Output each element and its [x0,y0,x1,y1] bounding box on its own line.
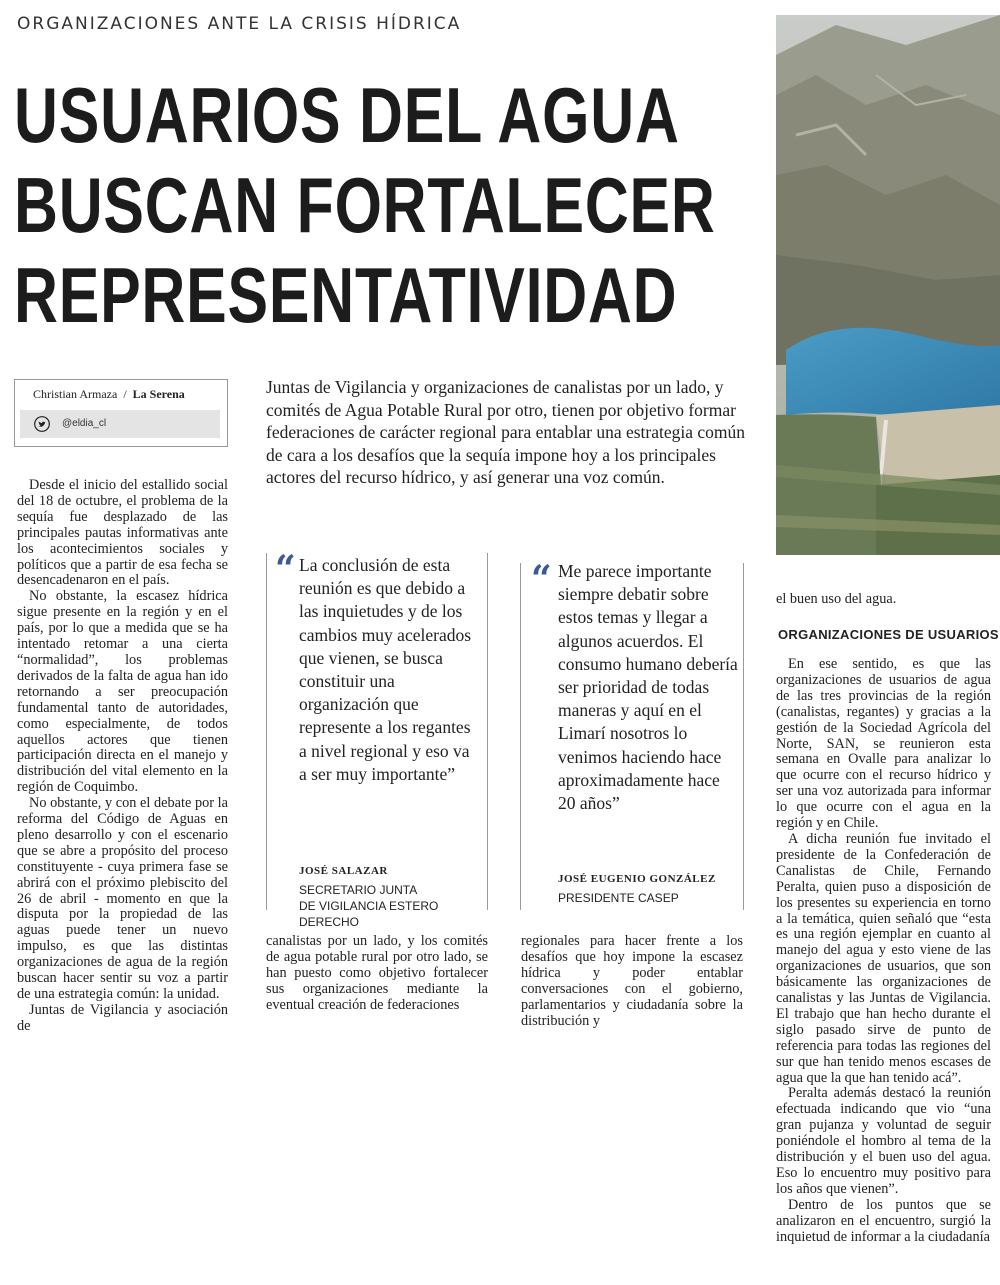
headline-line-2: BUSCAN FORTALECER [14,161,716,249]
quote-role-line: DE VIGILANCIA ESTERO DERECHO [299,899,439,929]
pull-quote-1 [266,548,488,929]
reservoir-photo [776,15,1000,555]
headline-line-1: USUARIOS DEL AGUA [14,71,680,159]
paragraph: No obstante, la escasez hídrica sigue presente en la región y en el país, por lo que a medida que se ha intentado retomar a una cierta “normalidad”, los problemas derivados de la falta de agua han ido retornando a ser preocupación fundamental tanto de autoridades, como especialmente, de todos aquellos actores que tienen participación directa en el manejo y distribución del vital elemento en la región de Coquimbo. [17,588,228,796]
quote-author-role [558,890,738,906]
quote-author-name: JOSÉ SALAZAR [299,865,388,877]
pull-quote-2 [520,558,744,910]
lead-paragraph: Juntas de Vigilancia y organizaciones de canalistas por un lado, y comités de Agua Potable Rural por otro, tienen por objetivo formar federaciones de carácter regional para entablar una estrategia común de cara a los desafíos que la sequía impone hoy a los principales actores del recurso hídrico, y así generar una voz común. [266,377,746,487]
body-column-4-top: el buen uso del agua. [776,591,897,607]
body-column-2: canalistas por un lado, y los comités de agua potable rural por otro lado, se han puesto como objetivo fortalecer sus organizaciones mediante la eventual creación de federaciones [266,933,488,1013]
quote-author-role [299,882,484,930]
byline-box [14,379,228,447]
byline [33,387,185,402]
twitter-handle[interactable]: @eldia_cl [62,418,107,429]
twitter-icon[interactable] [34,416,50,432]
body-column-4 [776,657,991,1246]
byline-author: Christian Armaza [33,387,118,401]
paragraph: En ese sentido, es que las organizaciones de usuarios de agua de las tres provincias de la región (canalistas, regantes) y gracias a la gestión de la Sociedad Agrícola del Norte, SAN, se reunieron esta semana en Ovalle para analizar lo que ocurre con el recurso hídrico y ser una voz autorizada para informar lo que ocurre con el agua en la región y en Chile. [776,656,991,832]
section-kicker: ORGANIZACIONES ANTE LA CRISIS HÍDRICA [17,14,462,34]
quote-mark-icon: “ [531,558,552,600]
body-column-3: regionales para hacer frente a los desafíos que hoy impone la escasez hídrica y poder entablar conversaciones con el gobierno, parlamentarios y ciudadanía sobre la distribución y [521,933,743,1029]
quote-role-line: SECRETARIO JUNTA [299,883,418,897]
quote-role-line: PRESIDENTE CASEP [558,891,679,905]
byline-city: La Serena [132,387,185,401]
paragraph: Desde el inicio del estallido social del 18 de octubre, el problema de la sequía fue desplazado de las principales pautas informativas ante los acontecimientos sociales y políticos que a partir de esa fecha se desencadenaron en el país. [17,477,228,589]
quote-text: Me parece importante siempre debatir sobre estos temas y llegar a algunos acuerdos. El consumo humano debería ser prioridad de todas maneras y aquí en el Limarí nosotros lo venimos haciendo hace aproximadamente hace 20 años” [558,561,738,814]
subheading: ORGANIZACIONES DE USUARIOS [778,627,999,642]
paragraph: Juntas de Vigilancia y asociación de [17,1001,228,1034]
headline [14,70,716,340]
quote-mark-icon: “ [275,548,296,590]
headline-line-3: REPRESENTATIVIDAD [14,251,678,339]
social-bar [20,410,220,438]
paragraph: No obstante, y con el debate por la reforma del Código de Aguas en pleno desarrollo y con el escenario que se abre a propósito del proceso constituyente - cuya primera fase se abrirá con el próximo plebiscito del 26 de abril - momento en que la disputa por la propiedad de las aguas puede tener un nuevo impulso, es que las distintas organizaciones de agua de la región buscan hacer sentir su voz a partir de una estrategia común: la unidad. [17,795,228,1002]
paragraph: Dentro de los puntos que se analizaron en el encuentro, surgió la inquietud de informar a la ciudadanía [776,1196,991,1245]
quote-text: La conclusión de esta reunión es que debido a las inquietudes y de los cambios muy acelerados que vienen, se busca constituir una organización que represente a los regantes a nivel regional y eso va a ser muy importante” [299,555,472,784]
paragraph: A dicha reunión fue invitado el presidente de la Confederación de Canalistas de Chile, Fernando Peralta, quien puso a disposición de los presentes su experiencia en torno a la temática, quien señaló que “esta es una región ejemplar en cuanto al manejo del agua y esto viene de las organizaciones de usuarios, que son básicamente las organizaciones de canalistas y las Juntas de Vigilancia. El trabajo que han hecho durante el siglo pasado sirve de punto de referencia para todas las regiones del sur que han tenido menos escases de agua que la que han tenido acá”. [776,830,991,1086]
quote-author-name: JOSÉ EUGENIO GONZÁLEZ [558,873,716,885]
paragraph: Peralta además destacó la reunión efectuada indicando que vio “una gran pujanza y voluntad de seguir poniéndole el hombro al tema de la distribución y el buen uso del agua. Eso lo encuentro muy positivo para los años que vienen”. [776,1085,991,1197]
body-column-1 [17,478,228,1035]
byline-separator: / [123,387,127,401]
